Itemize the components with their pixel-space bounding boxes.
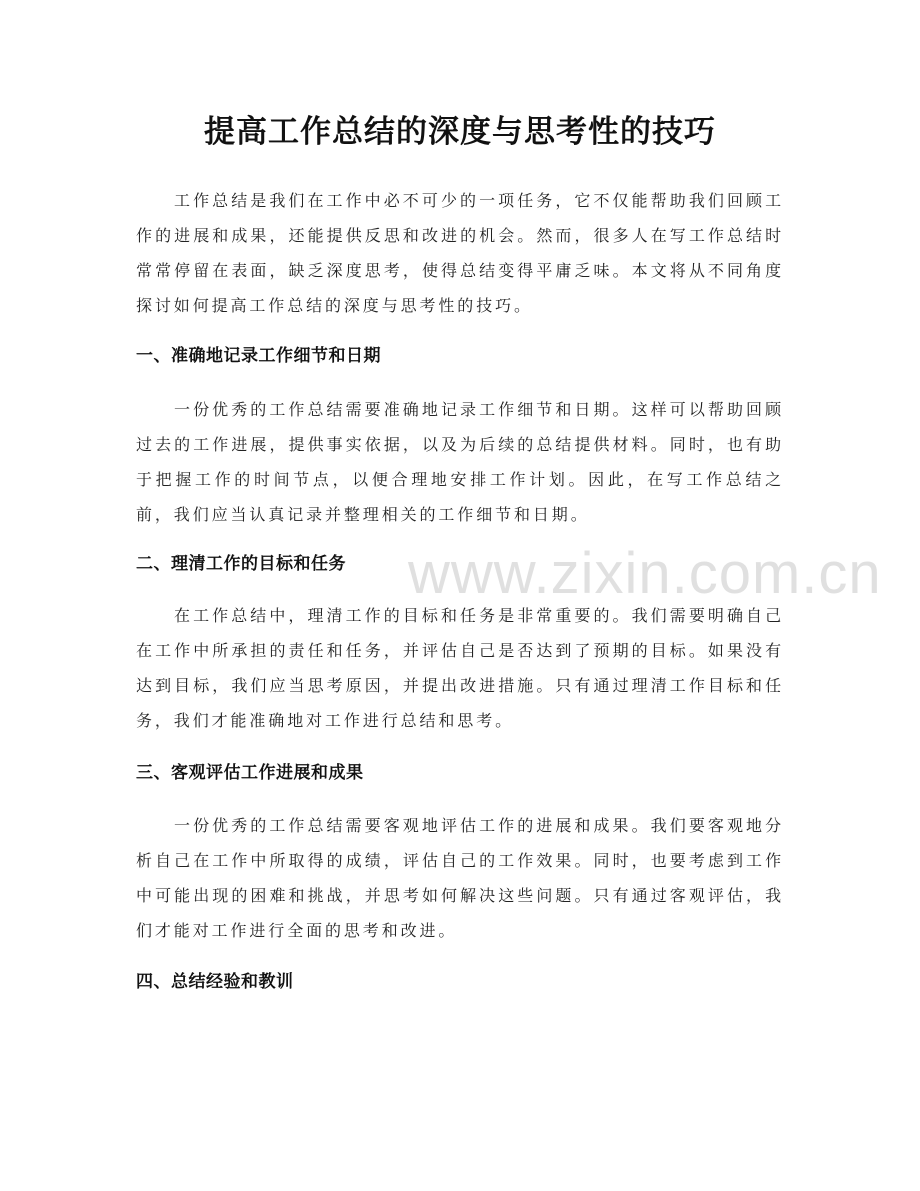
section-body-2: 在工作总结中，理清工作的目标和任务是非常重要的。我们需要明确自己在工作中所承担的责任和任务，并评估自己是否达到了预期的目标。如果没有达到目标，我们应当思考原因，并提出改进措施。只有通过理清工作目标和任务，我们才能准确地对工作进行总结和思考。 [136,606,784,730]
watermark: www.zixin.com.cn [408,541,882,606]
intro-paragraph: 工作总结是我们在工作中必不可少的一项任务，它不仅能帮助我们回顾工作的进展和成果，还能提供反思和改进的机会。然而，很多人在写工作总结时常常停留在表面，缺乏深度思考，使得总结变得平庸乏味。本文将从不同角度探讨如何提高工作总结的深度与思考性的技巧。 [136,191,784,315]
section-heading-3: 三、客观评估工作进展和成果 [136,763,364,783]
section-heading-4: 四、总结经验和教训 [136,972,294,992]
document-title: 提高工作总结的深度与思考性的技巧 [204,114,716,150]
section-heading-2: 二、理清工作的目标和任务 [136,554,346,574]
section-heading-1: 一、准确地记录工作细节和日期 [136,346,381,366]
section-body-3: 一份优秀的工作总结需要客观地评估工作的进展和成果。我们要客观地分析自己在工作中所取得的成绩，评估自己的工作效果。同时，也要考虑到工作中可能出现的困难和挑战，并思考如何解决这些问题。只有通过客观评估，我们才能对工作进行全面的思考和改进。 [136,816,784,940]
section-body-1: 一份优秀的工作总结需要准确地记录工作细节和日期。这样可以帮助回顾过去的工作进展，提供事实依据，以及为后续的总结提供材料。同时，也有助于把握工作的时间节点，以便合理地安排工作计划。因此，在写工作总结之前，我们应当认真记录并整理相关的工作细节和日期。 [136,400,784,524]
